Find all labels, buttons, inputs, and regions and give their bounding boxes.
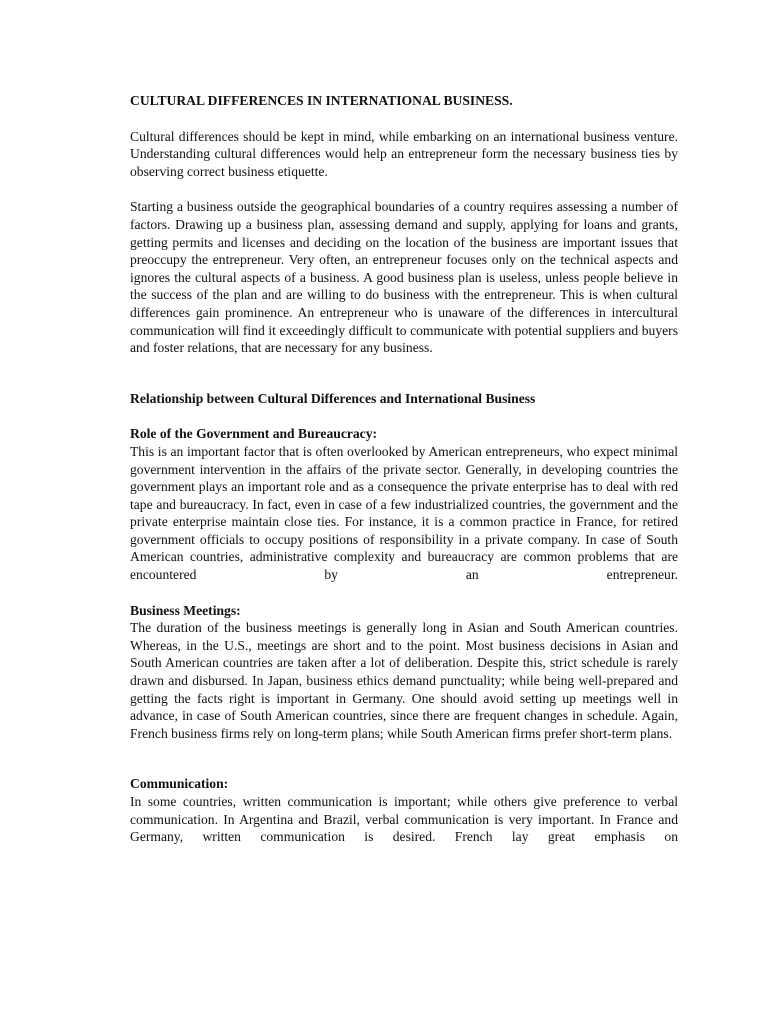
section-business-meetings (130, 602, 678, 743)
document-content (130, 92, 678, 846)
section-government (130, 425, 678, 583)
section-heading-communication: Communication: (130, 776, 229, 792)
document-title: CULTURAL DIFFERENCES IN INTERNATIONAL BUSINESS. (130, 93, 513, 108)
section-heading-business-meetings: Business Meetings: (130, 602, 241, 618)
section-body-communication: In some countries, written communication is important; while others give preference to verbal communication. In Argentina and Brazil, verbal communication is very important. In France and Germany, written communication is desired. French lay great emphasis on (130, 794, 678, 845)
section-heading-government: Role of the Government and Bureaucracy: (130, 426, 378, 442)
main-section-heading: Relationship between Cultural Differences and International Business (130, 390, 536, 406)
intro-paragraph-1: Cultural differences should be kept in mind, while embarking on an international business venture. Understanding cultural differences would help an entrepreneur form the necessary business ties by observing correct business etiquette. (130, 128, 678, 179)
section-body-business-meetings: The duration of the business meetings is generally long in Asian and South American countries. Whereas, in the U.S., meetings are short and to the point. Most business decisions in Asian and South American countries are taken after a lot of deliberation. Despite this, strict schedule is rarely drawn and disbursed. In Japan, business ethics demand punctuality; while being well-prepared and getting the facts right is important in Germany. One should avoid setting up meetings well in advance, in case of South American countries, since there are frequent changes in schedule. Again, French business firms rely on long-term plans; while South American firms prefer short-term plans. (130, 620, 678, 741)
intro-paragraph-2: Starting a business outside the geographical boundaries of a country requires assessing a number of factors. Drawing up a business plan, assessing demand and supply, applying for loans and grants, getting permits and licenses and deciding on the location of the business are important issues that preoccupy the entrepreneur. Very often, an entrepreneur focuses only on the technical aspects and ignores the cultural aspects of a business. A good business plan is useless, unless people believe in the success of the plan and are willing to do business with the entrepreneur. This is when cultural differences gain prominence. An entrepreneur who is unaware of the differences in intercultural communication will find it exceedingly difficult to communicate with potential suppliers and buyers and foster relations, that are necessary for any business. (130, 199, 678, 356)
section-body-government: This is an important factor that is often overlooked by American entrepreneurs, who expect minimal government intervention in the affairs of the private sector. Generally, in developing countries the government plays an important role and as a consequence the private enterprise has to deal with red tape and bureaucracy. In fact, even in case of a few industrialized countries, the government and the private enterprise maintain close ties. For instance, it is a common practice in France, for retired government officials to occupy positions of responsibility in a private company. In case of South American countries, administrative complexity and bureaucracy are common problems that are encountered by an entrepreneur. (130, 443, 678, 583)
section-communication (130, 775, 678, 845)
